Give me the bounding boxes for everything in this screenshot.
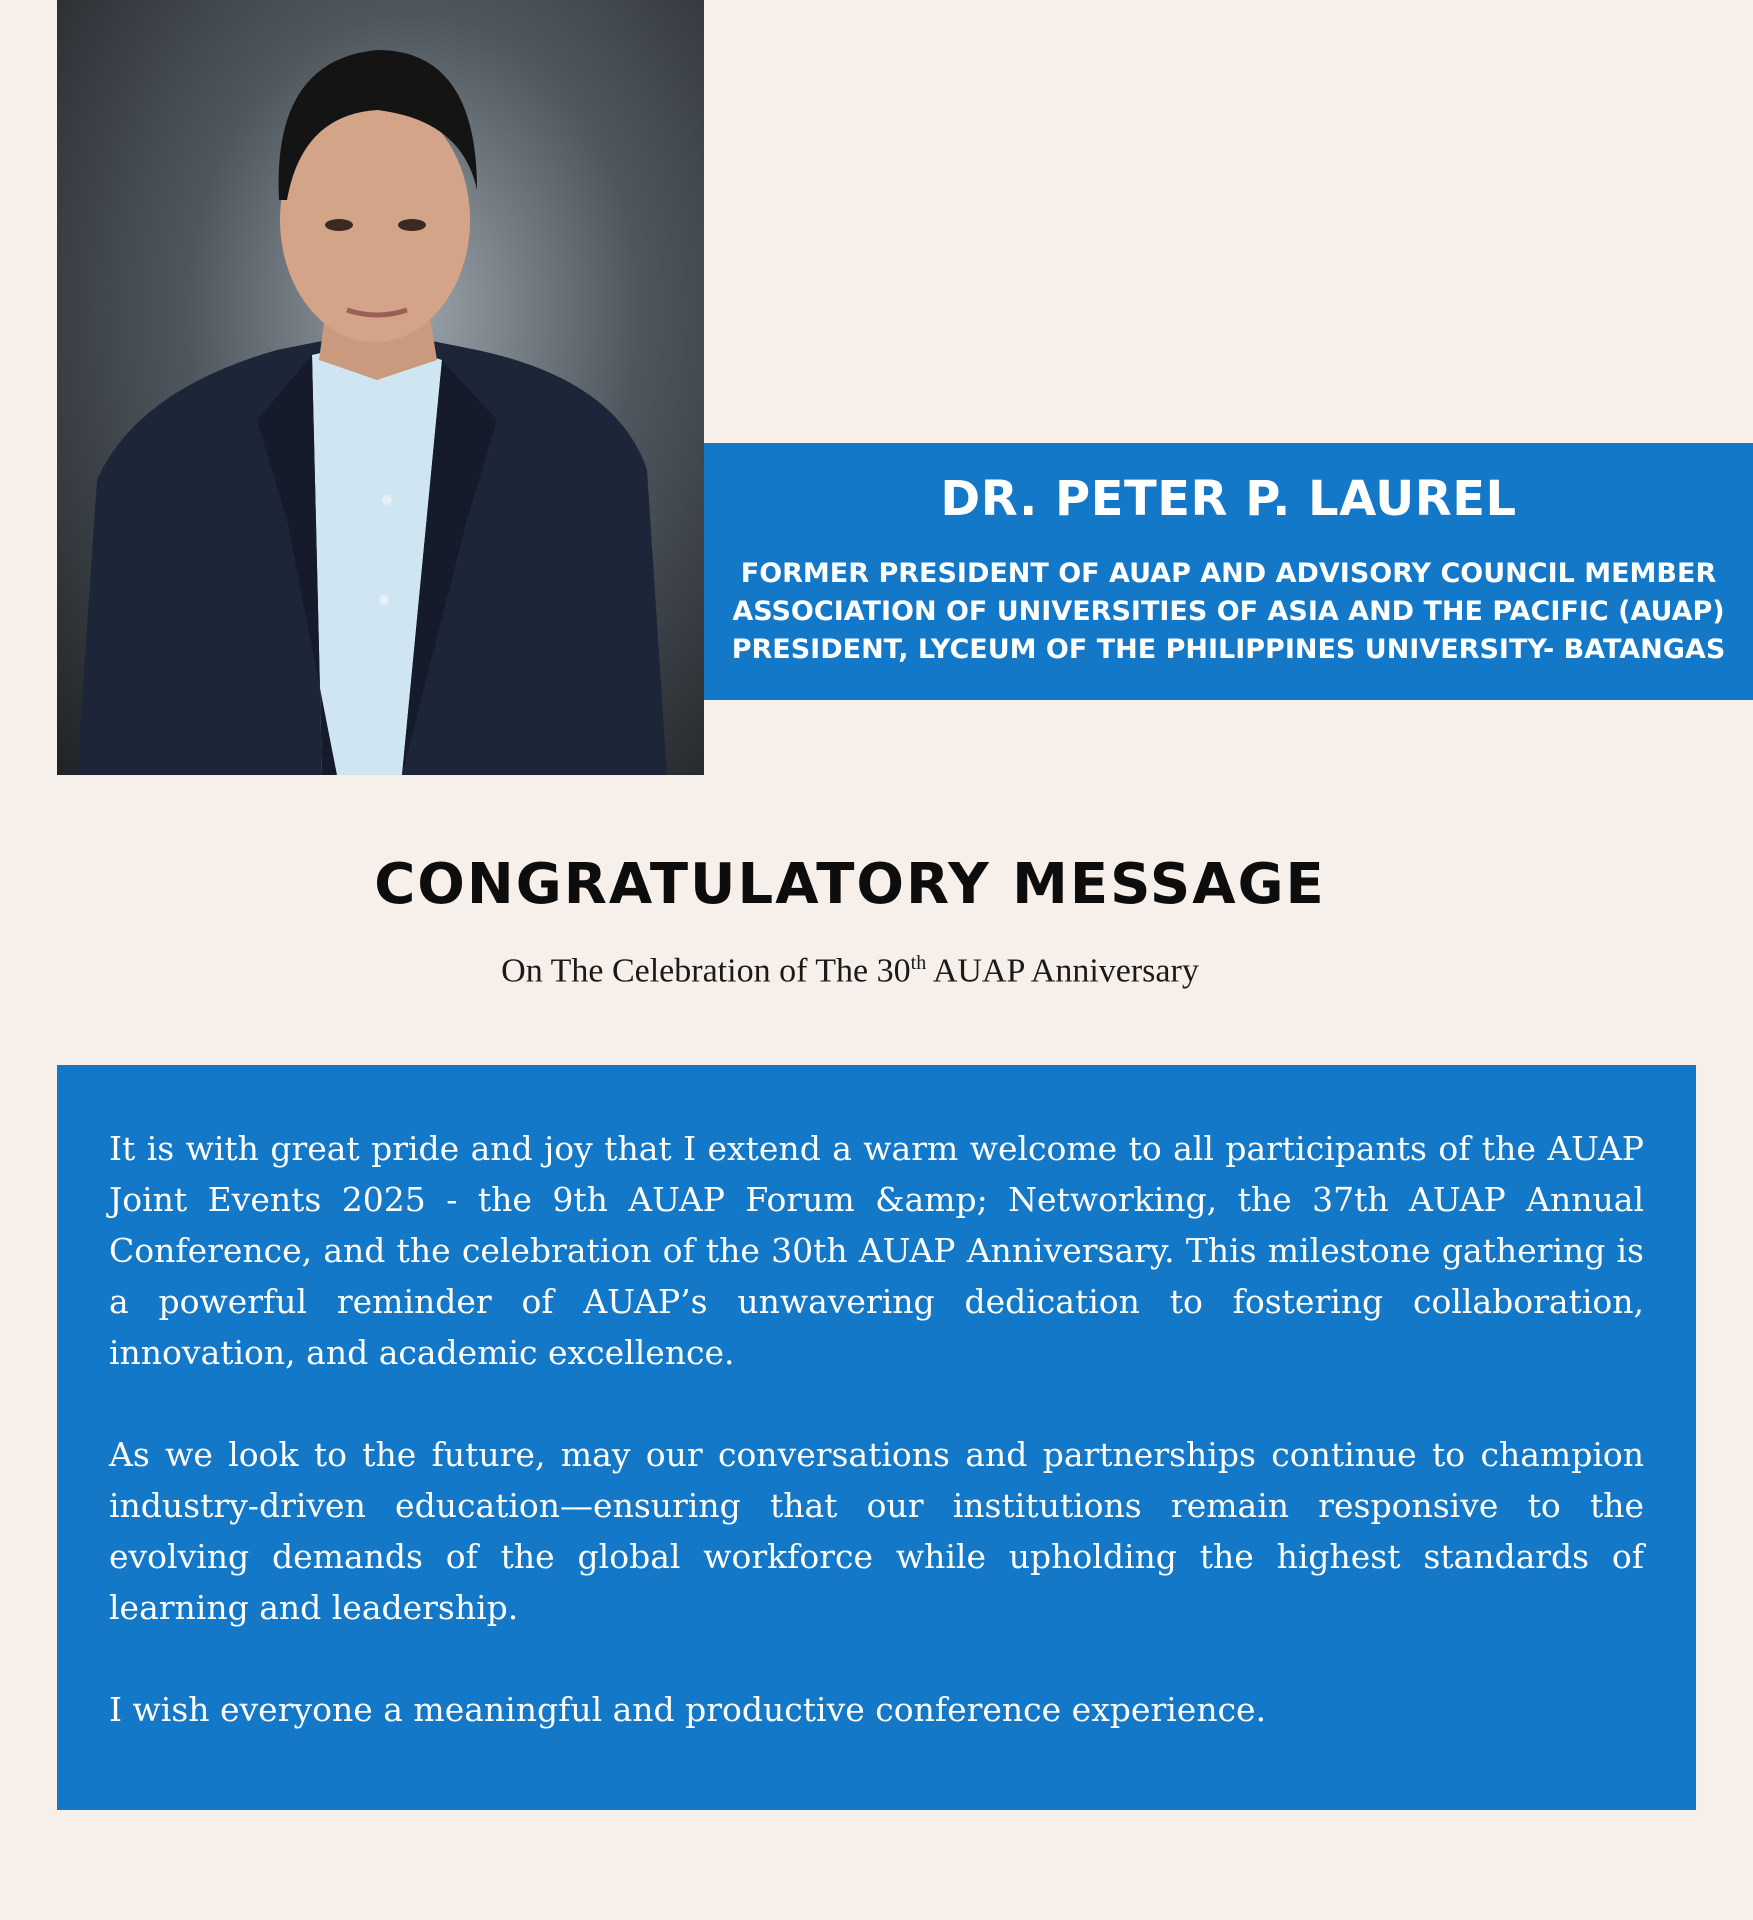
message-paragraph: It is with great pride and joy that I extend a warm welcome to all participants of the AUAP Joint Events 2025 - the 9th AUAP Forum &amp; Networking, the 37th AUAP Annual Conference, and the celebration of the 30th AUAP Anniversary. This milestone gathering is a powerful reminder of AUAP’s unwavering dedication to fostering collaboration, innovation, and academic excellence.	[109, 1129, 1644, 1372]
speaker-titles	[704, 555, 1753, 669]
speaker-title-line: FORMER PRESIDENT OF AUAP AND ADVISORY COUNCIL MEMBER	[740, 558, 1717, 589]
speaker-title-line: PRESIDENT, LYCEUM OF THE PHILIPPINES UNIVERSITY- BATANGAS	[731, 634, 1726, 665]
message-body	[109, 1123, 1644, 1786]
portrait-illustration	[57, 0, 704, 775]
subtitle-text-after: AUAP Anniversary	[926, 952, 1199, 990]
message-box	[57, 1065, 1696, 1810]
speaker-name: DR. PETER P. LAUREL	[940, 471, 1517, 527]
portrait-photo	[57, 0, 704, 775]
message-paragraph: I wish everyone a meaningful and productive conference experience.	[109, 1690, 1267, 1729]
page-subtitle	[0, 952, 1700, 990]
message-paragraph: As we look to the future, may our conversations and partnerships continue to champion industry-driven education—ensuring that our institutions remain responsive to the evolving demands of the global workforce while upholding the highest standards of learning and leadership.	[109, 1435, 1644, 1627]
speaker-name-band	[704, 443, 1753, 700]
speaker-title-line: ASSOCIATION OF UNIVERSITIES OF ASIA AND THE PACIFIC (AUAP)	[732, 596, 1725, 627]
subtitle-text-before: On The Celebration of The 30	[501, 952, 911, 990]
page-title: CONGRATULATORY MESSAGE	[374, 852, 1326, 917]
subtitle-superscript: th	[910, 952, 927, 974]
